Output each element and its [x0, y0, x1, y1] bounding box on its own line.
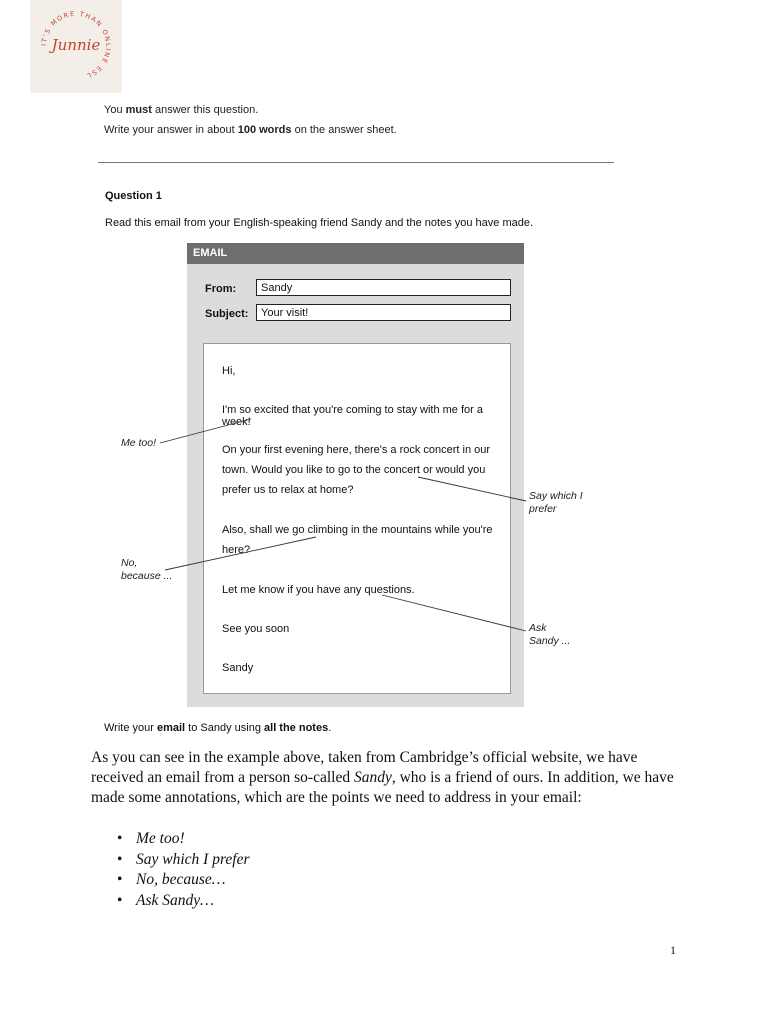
from-field: Sandy — [256, 279, 511, 296]
email-line: prefer us to relax at home? — [222, 484, 354, 496]
from-label: From: — [205, 283, 237, 295]
list-item: • Say which I prefer — [117, 851, 250, 872]
body-paragraph: As you can see in the example above, taken from Cambridge’s official website, we have received an email from a person so-called Sandy, who is a friend of ours. In addition, we have made some annotations, which are the points we need to address in your email: — [91, 749, 674, 806]
question-prompt: Read this email from your English-speaking friend Sandy and the notes you have made. — [105, 217, 534, 229]
subject-label: Subject: — [205, 308, 249, 320]
list-item: • Me too! — [117, 830, 250, 851]
list-item: • No, because… — [117, 871, 250, 892]
email-line: Sandy — [222, 662, 254, 674]
question-title: Question 1 — [105, 190, 162, 202]
annotation-line-no-because — [165, 537, 316, 570]
subject-field: Your visit! — [256, 304, 511, 321]
email-line: Let me know if you have any questions. — [222, 584, 415, 596]
annotation-line-say-which — [418, 477, 526, 501]
email-line: See you soon — [222, 623, 290, 635]
email-header: EMAIL — [187, 243, 524, 264]
bullet-list — [117, 830, 250, 912]
page-number: 1 — [670, 943, 676, 957]
email-line: town. Would you like to go to the concert or would you — [222, 464, 486, 476]
email-line: On your first evening here, there's a rock concert in our — [222, 444, 491, 456]
email-line: Also, shall we go climbing in the mountains while you're — [222, 524, 493, 536]
email-line: Hi, — [222, 365, 236, 377]
list-item: • Ask Sandy… — [117, 892, 250, 913]
instruction-line-1: You must answer this question. — [104, 104, 259, 116]
instruction-line-2: Write your answer in about 100 words on the answer sheet. — [104, 124, 397, 136]
email-line: here? — [222, 544, 251, 556]
write-instruction: Write your email to Sandy using all the notes. — [104, 722, 332, 734]
note-no-because: No, because ... — [121, 557, 173, 582]
logo-word: Junnie — [51, 36, 101, 54]
note-ask-sandy: Ask Sandy ... — [529, 622, 571, 647]
note-me-too: Me too! — [121, 437, 157, 449]
email-line: I'm so excited that you're coming to stay with me for a week! — [222, 404, 483, 428]
annotation-line-me-too — [160, 419, 251, 443]
logo-ring-text: IT'S MORE THAN ONLINE ESL — [39, 9, 113, 81]
note-say-which: Say which I prefer — [529, 490, 583, 515]
annotation-line-ask-sandy — [382, 595, 526, 631]
